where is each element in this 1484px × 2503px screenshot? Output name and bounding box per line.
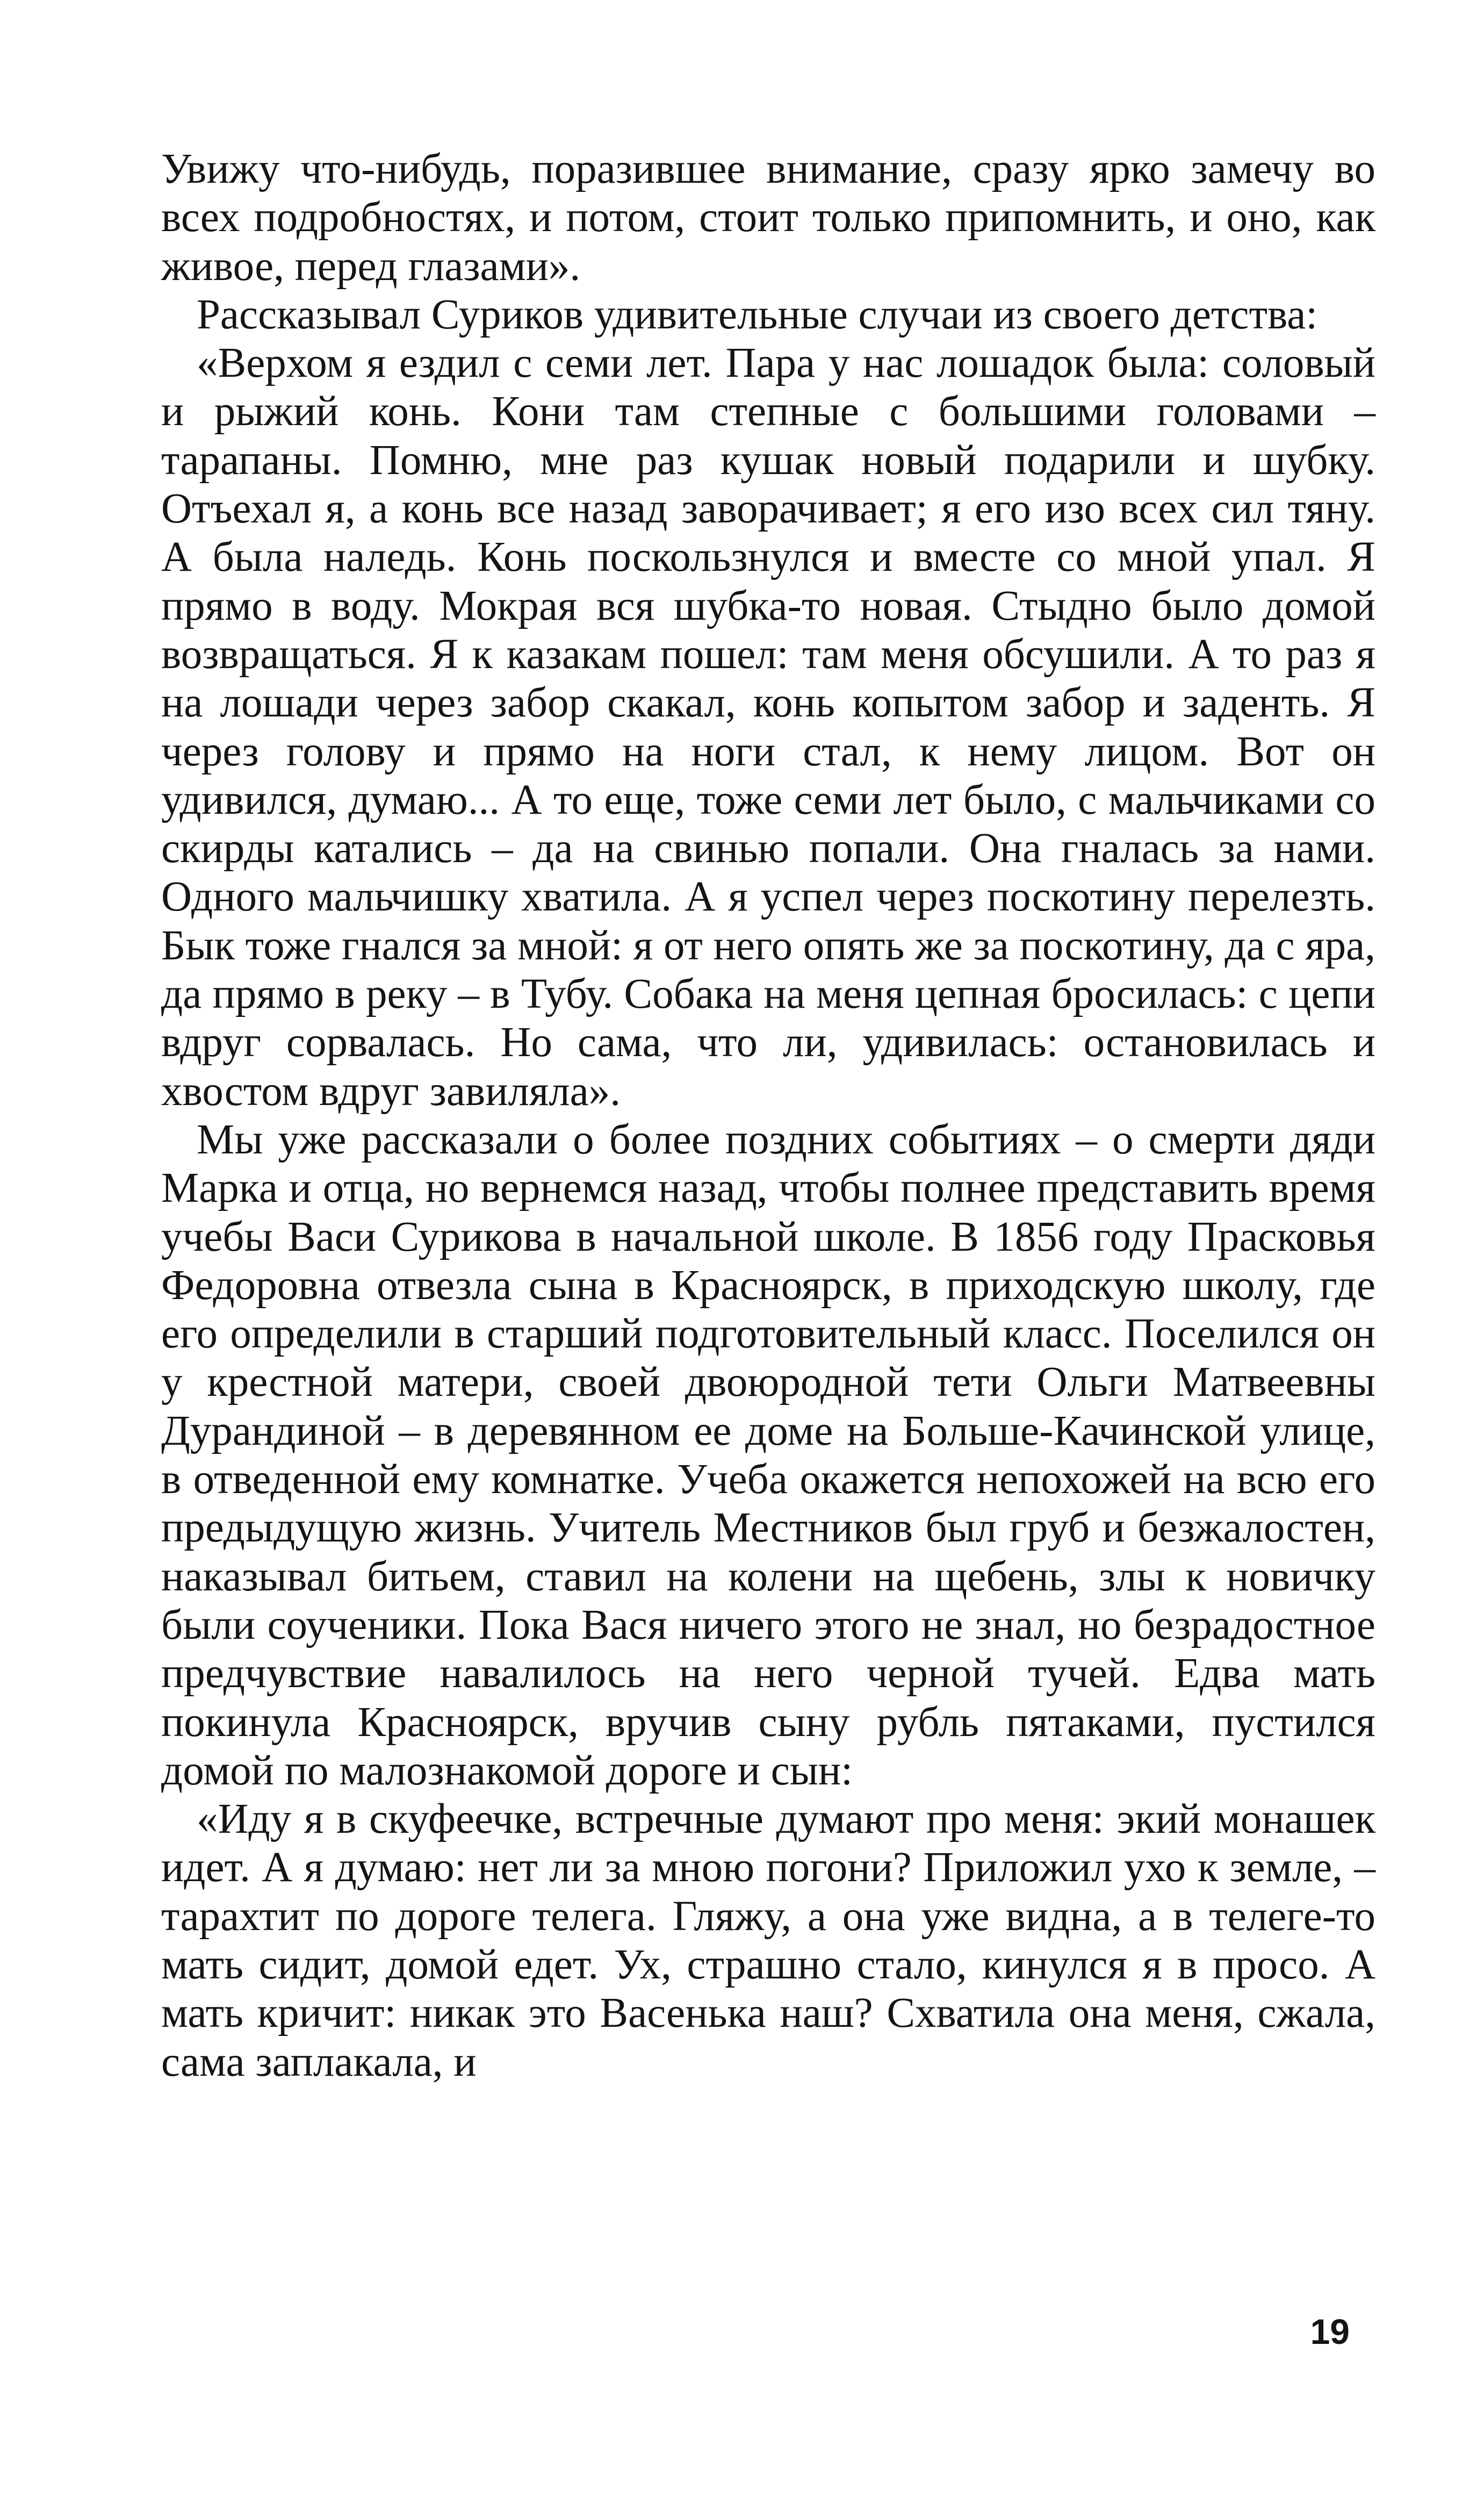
- body-text: [161, 145, 1375, 2086]
- paragraph: Рассказывал Суриков удивительные случаи из своего детства:: [197, 291, 1318, 338]
- paragraph-quote: «Иду я в скуфеечке, встречные думают про меня: экий монашек идет. А я думаю: нет ли за мною погони? Приложил ухо к земле, – тарахтит по дороге телега. Гляжу, а она уже видна, а в телеге-то мать сидит, домой едет. Ух, страшно стало, кинулся я в просо. А мать кричит: никак это Васенька наш? Схватила она меня, сжала, сама заплакала, и: [161, 1796, 1375, 2085]
- page-number: 19: [1310, 2312, 1350, 2351]
- paragraph-quote: «Верхом я ездил с семи лет. Пара у нас лошадок была: соловый и рыжий конь. Кони там степные с большими головами – тарапаны. Помню, мне раз кушак новый подарили и шубку. Отъехал я, а конь все назад заворачивает; я его изо всех сил тяну. А была наледь. Конь поскользнулся и вместе со мной упал. Я прямо в воду. Мокрая вся шубка-то новая. Стыдно было домой возвращаться. Я к казакам пошел: там меня обсушили. А то раз я на лошади через забор скакал, конь копытом забор и заденть. Я через голову и прямо на ноги стал, к нему лицом. Вот он удивился, думаю... А то еще, тоже семи лет было, с мальчиками со скирды катались – да на свинью попали. Она гналась за нами. Одного мальчишку хватила. А я успел через поскотину перелезть. Бык тоже гнался за мной: я от него опять же за поскотину, да с яра, да прямо в реку – в Тубу. Собака на меня цепная бросилась: с цепи вдруг сорвалась. Но сама, что ли, удивилась: остановилась и хвостом вдруг завиляла».: [161, 340, 1375, 1115]
- paragraph: Мы уже рассказали о более поздних событиях – о смерти дяди Марка и отца, но вернемся назад, чтобы полнее представить время учебы Васи Сурикова в начальной школе. В 1856 году Прасковья Федоровна отвезла сына в Красноярск, в приходскую школу, где его определили в старший подготовительный класс. Поселился он у крестной матери, своей двоюродной тети Ольги Матвеевны Дурандиной – в деревянном ее доме на Больше-Качинской улице, в отведенной ему комнатке. Учеба окажется непохожей на всю его предыдущую жизнь. Учитель Местников был груб и безжалостен, наказывал битьем, ставил на колени на щебень, злы к новичку были соученики. Пока Вася ничего этого не знал, но безрадостное предчувствие навалилось на него черной тучей. Едва мать покинула Красноярск, вручив сыну рубль пятаками, пустился домой по малознакомой дороге и сын:: [161, 1116, 1375, 1794]
- paragraph-continuation: Увижу что-нибудь, поразившее внимание, сразу ярко замечу во всех подробностях, и потом, стоит только припомнить, и оно, как живое, перед глазами».: [161, 146, 1375, 290]
